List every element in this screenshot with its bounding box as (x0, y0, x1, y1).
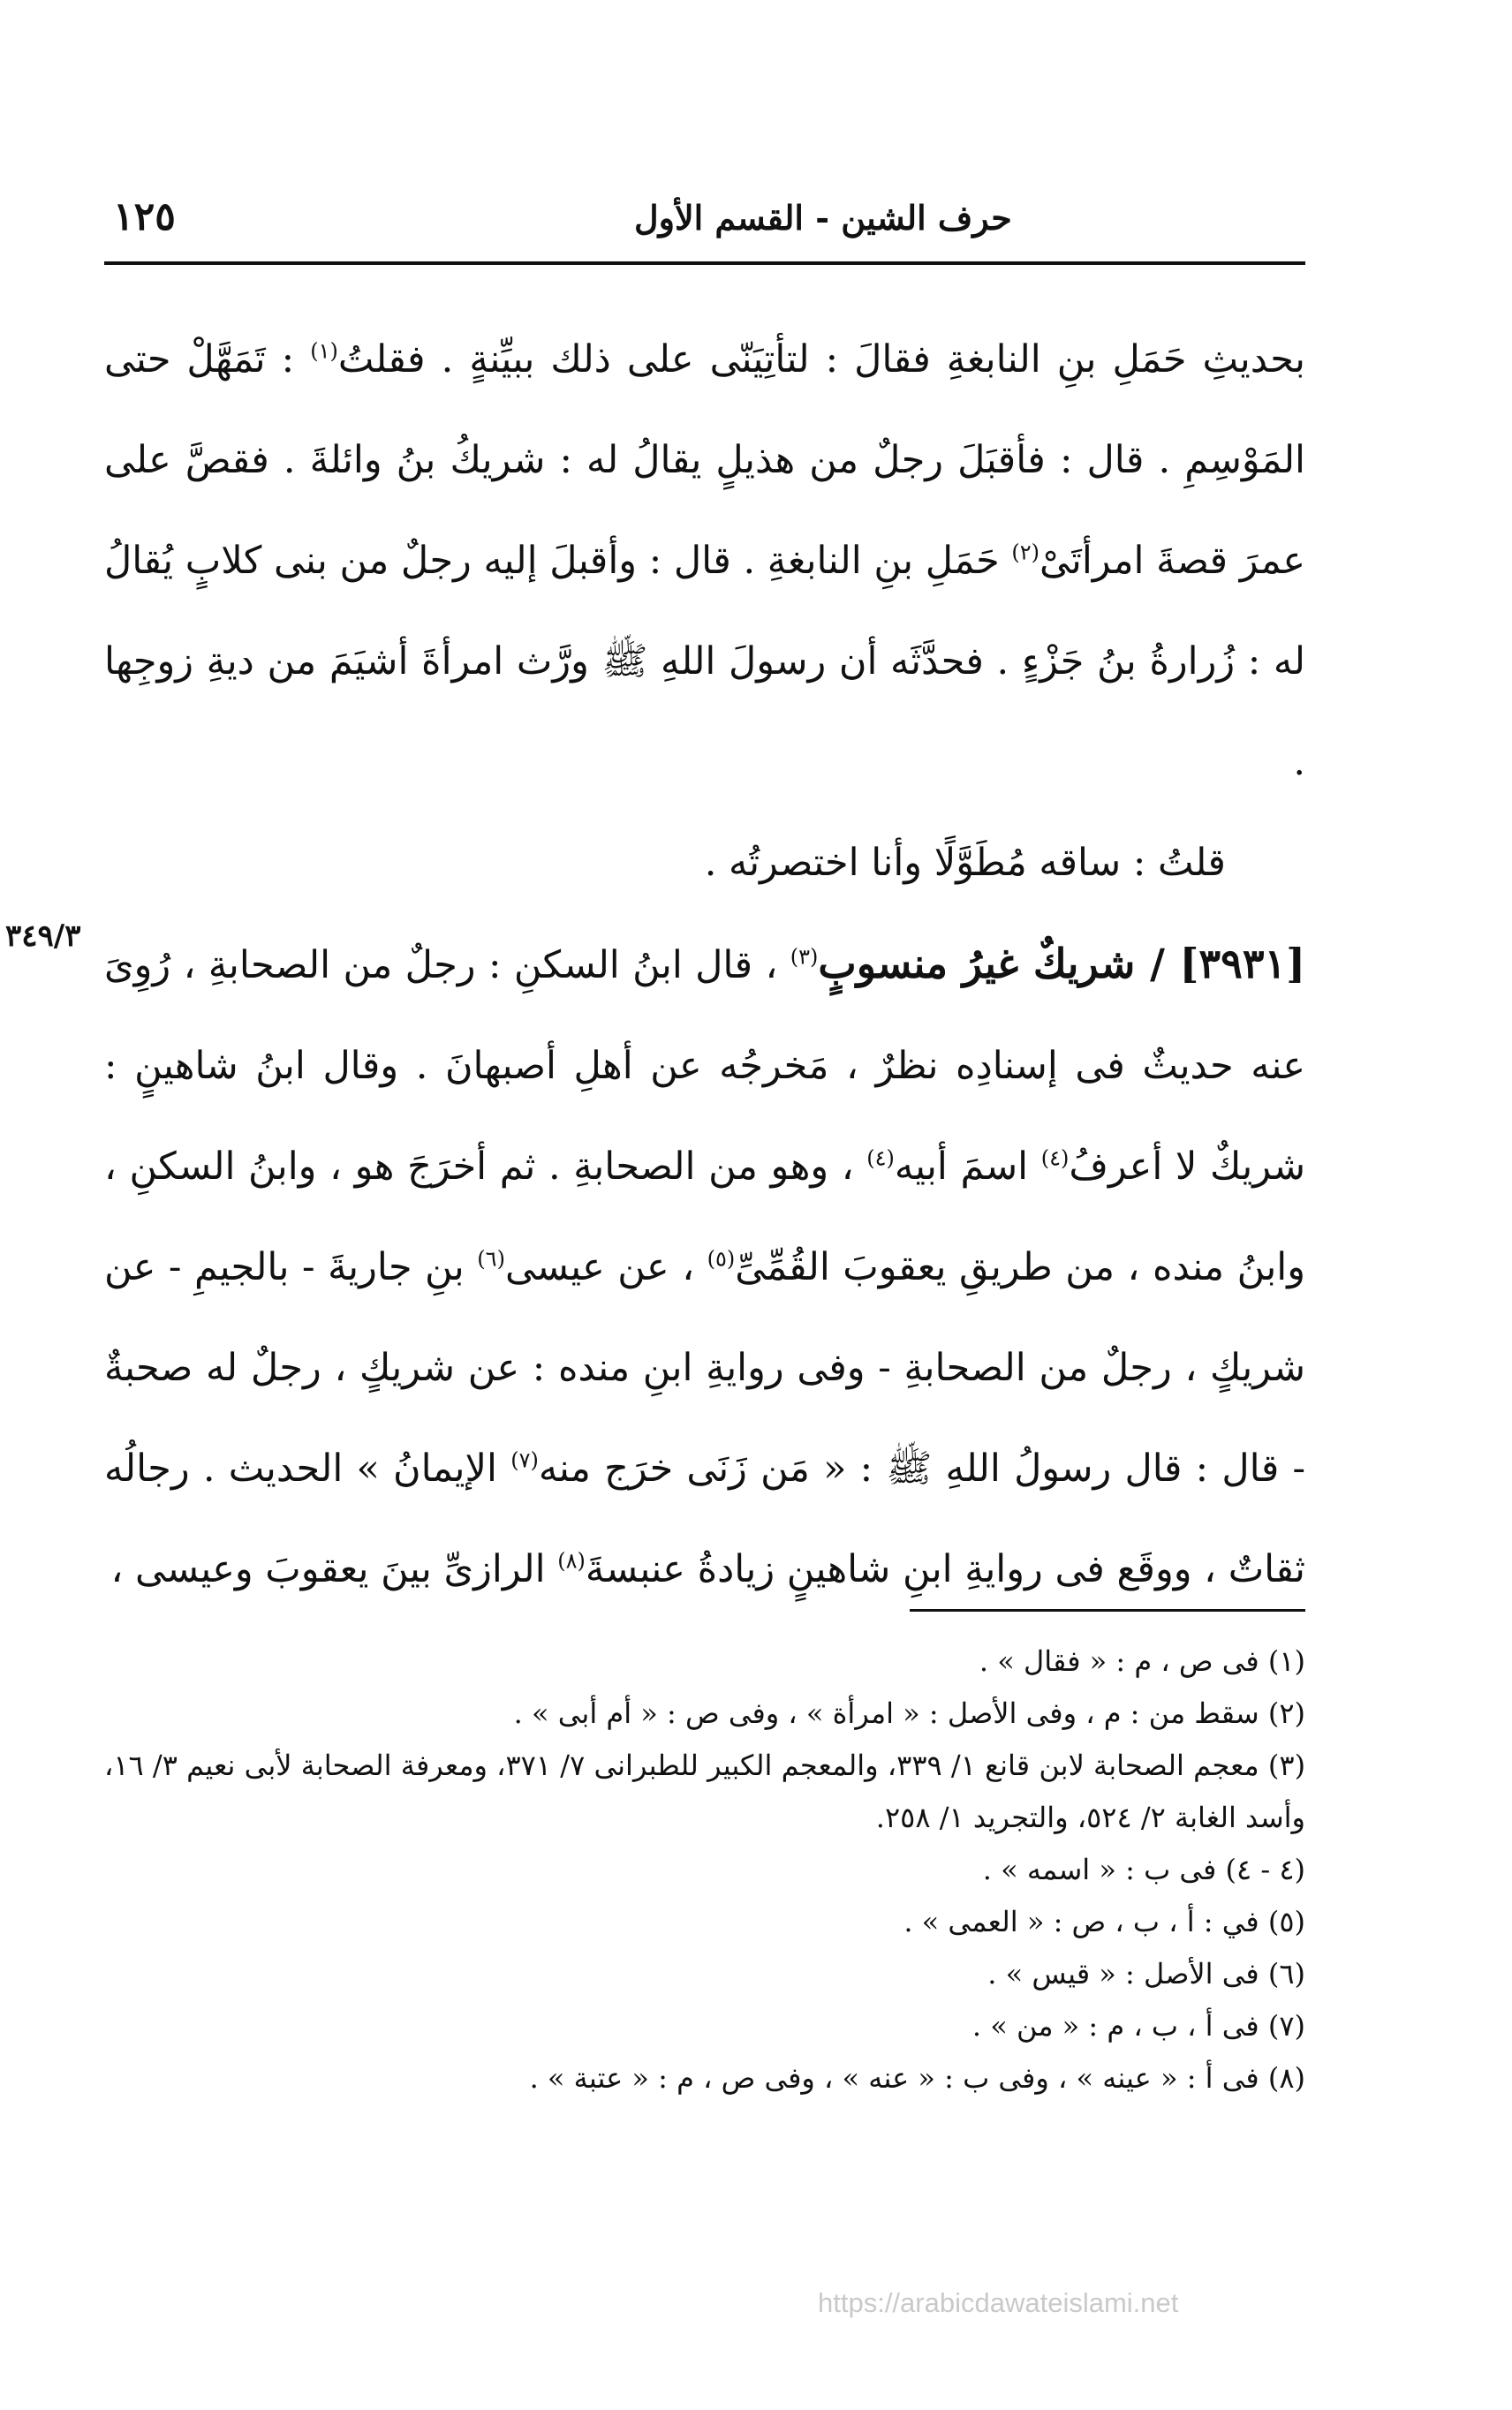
text-run: بنِ جاريةَ - بالجيمِ - عن شريكٍ ، رجلٌ من الصحابةِ - وفى روايةِ ابنِ منده : عن شريكٍ ، رجلٌ له صحبةٌ - قال : قال رسولُ اللهِ ﷺ : « مَن زَنَى خرَج منه (104, 1245, 1305, 1491)
footnote-rule (910, 1609, 1305, 1612)
text-run: ، قال ابنُ السكنِ : رجلٌ من الصحابةِ ، رُوِىَ عنه حديثٌ فى إسنادِه نظرٌ ، مَخرجُه عن أهلِ أصبهانَ . وقال ابنُ شاهينٍ : شريكٌ لا أعرفُ (104, 943, 1306, 1189)
footnote: (١) فى ص ، م : « فقال » . (979, 1644, 1305, 1678)
footnote-marker: (٨) (557, 1548, 586, 1574)
footnote: (٧) فى أ ، ب ، م : « من » . (971, 2009, 1305, 2043)
margin-volume-page-ref: ٣٤٩/٣ (5, 918, 81, 954)
footnote: (٨) فى أ : « عينه » ، وفى ب : « عنه » ، وفى ص ، م : « عتبة » . (529, 2061, 1305, 2095)
footnote: (٢) سقط من : م ، وفى الأصل : « امرأة » ، وفى ص : « أم أبى » . (513, 1696, 1305, 1730)
footnote: (٦) فى الأصل : « قيس » . (987, 1957, 1305, 1991)
text-run: ، عن عيسى (504, 1245, 707, 1289)
header-rule (104, 261, 1305, 265)
running-head (104, 194, 1305, 247)
text-run: : تَمَهَّلْ حتى المَوْسِمِ . قال : فأقبَلَ رجلٌ من هذيلٍ يقالُ له : شريكُ بنُ وائلةَ . فقصَّ على عمرَ قصةَ امرأتَىْ (104, 337, 1305, 583)
footnotes (104, 1636, 1305, 2104)
footnote: (٣) معجم الصحابة لابن قانع ١/ ٣٣٩، والمعجم الكبير للطبرانى ٧/ ٣٧١، ومعرفة الصحابة لأبى نعيم ٣/ ١٦، وأسد الغابة ٢/ ٥٢٤، والتجريد ١/ ٢٥٨. (104, 1749, 1306, 1834)
entry-3931 (104, 913, 1305, 1620)
paragraph-note: قلتُ : ساقه مُطَوَّلًا وأنا اختصرتُه . (704, 841, 1226, 885)
footnote-marker: (٧) (510, 1447, 539, 1473)
paragraph-hadith (104, 309, 1305, 812)
text-run: ، وهو من الصحابةِ . ثم أخرَجَ هو ، وابنُ السكنِ ، وابنُ منده ، من طريقِ يعقوبَ القُمِّىِّ (104, 1145, 1306, 1289)
watermark-url: https://arabicdawateislami.net (818, 2287, 1179, 2318)
text-run: بحديثِ حَمَلِ بنِ النابغةِ فقالَ : لتأتِيَنّى على ذلك ببيِّنةٍ . فقلتُ (337, 337, 1305, 382)
running-head-title: حرف الشين - القسم الأول (634, 198, 1012, 238)
text-run: الإيمانُ » الحديث . رجالُه ثقاتٌ ، ووقَع فى روايةِ ابنِ شاهينٍ زيادةُ عنبسةَ (104, 1447, 1305, 1591)
footnote-marker: (٥) (707, 1246, 736, 1272)
text-run: اسمَ أبيه (894, 1145, 1041, 1189)
page-number: ١٢٥ (113, 194, 176, 239)
footnote-marker: (٤) (866, 1145, 895, 1171)
footnote: (٥) في : أ ، ب ، ص : « العمى » . (903, 1905, 1305, 1938)
footnote-marker: (٤) (1040, 1145, 1070, 1171)
footnote-marker: (٦) (477, 1246, 505, 1272)
footnote: (٤ - ٤) فى ب : « اسمه » . (982, 1853, 1305, 1886)
text-run: حَمَلِ بنِ النابغةِ . قال : وأقبلَ إليه رجلٌ من بنى كلابٍ يُقالُ له : زُرارةُ بنُ جَزْءٍ . فحدَّثَه أن رسولَ اللهِ ﷺ ورَّث امرأةَ أشيَمَ من ديةِ زوجِها . (104, 539, 1305, 784)
footnote-marker: (٣) (790, 944, 819, 970)
footnote-marker: (٢) (1011, 540, 1040, 565)
text-run: الرازىِّ بينَ يعقوبَ وعيسى ، (110, 1547, 558, 1591)
entry-heading: [٣٩٣١] / شريكٌ غيرُ منسوبٍ (818, 940, 1305, 987)
main-text (104, 309, 1305, 1620)
footnote-marker: (١) (310, 338, 338, 364)
